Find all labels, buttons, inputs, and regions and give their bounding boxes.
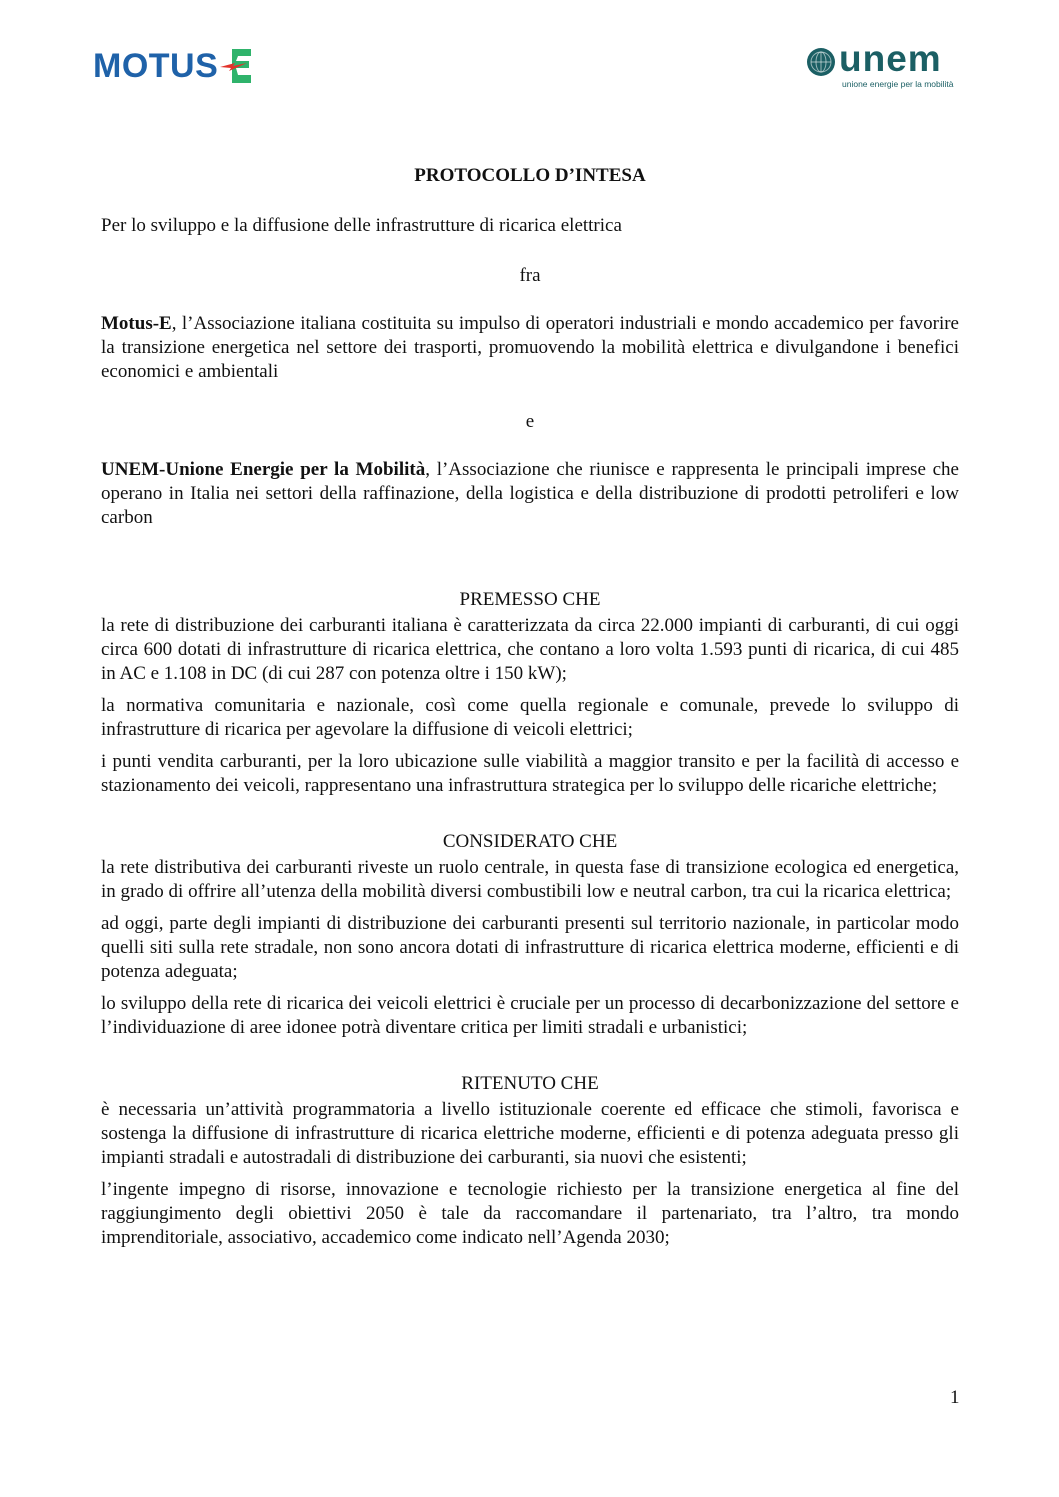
motus-e-logo (93, 44, 254, 88)
clause: la rete distributiva dei carburanti riveste un ruolo centrale, in questa fase di transizione ecologica ed energetica, in grado di offrire all’utenza della mobilità diversi combustibili low e neutral carbon, tra cui la ricarica elettrica; (101, 857, 959, 902)
motus-logo-text: MOTUS (93, 47, 219, 85)
conjunction-e: e (525, 411, 535, 432)
party-motus-e-description: , l’Associazione italiana costituita su impulso di operatori industriali e mondo accademico per favorire la transizione energetica nel settore dei trasporti, promuovendo la mobilità elettrica e divulgandone i benefici economici e ambientali (101, 313, 959, 382)
party-unem (101, 458, 959, 530)
party-unem-description: , l’Associazione che riunisce e rappresenta le principali imprese che operano in Italia nei settori della raffinazione, della logistica e della distribuzione di prodotti petroliferi e low carbon (101, 459, 959, 528)
section-premesso-che (101, 588, 959, 798)
clause: l’ingente impegno di risorse, innovazione e tecnologie richiesto per la transizione energetica al fine del raggiungimento degli obiettivi 2050 è tale da raccomandare il partenariato, tra l’altro, tra mondo imprenditoriale, associativo, accademico come indicato nell’Agenda 2030; (101, 1179, 959, 1248)
unem-tagline: unione energie per la mobilità (842, 79, 954, 89)
page-number: 1 (950, 1387, 960, 1408)
section-heading: PREMESSO CHE (459, 589, 601, 610)
party-unem-name: UNEM-Unione Energie per la Mobilità (101, 459, 426, 480)
clause: ad oggi, parte degli impianti di distribuzione dei carburanti presenti sul territorio nazionale, in particolar modo quelli siti sulla rete stradale, non sono ancora dotati di infrastrutture di ricarica elettrica moderne, efficienti e di potenza adeguata; (101, 913, 959, 982)
document-subtitle: Per lo sviluppo e la diffusione delle infrastrutture di ricarica elettrica (101, 215, 622, 236)
clause: è necessaria un’attività programmatoria a livello istituzionale coerente ed efficace che stimoli, favorisca e sostenga la diffusione di infrastrutture di ricarica elettriche moderne, efficienti e di potenza adeguata presso gli impianti stradali e autostradali di distribuzione dei carburanti, sia nuovi che esistenti; (101, 1099, 959, 1168)
globe-icon (806, 47, 836, 77)
motus-e-mark-icon (220, 47, 254, 85)
conjunction-fra: fra (519, 265, 541, 286)
unem-logo (806, 38, 971, 94)
section-considerato-che (101, 830, 959, 1040)
section-heading: CONSIDERATO CHE (442, 831, 618, 852)
party-motus-e (101, 312, 959, 384)
unem-logo-text: unem (839, 38, 942, 79)
clause: i punti vendita carburanti, per la loro ubicazione sulle viabilità a maggior transito e per la facilità di accesso e stazionamento dei veicoli, rappresentano una infrastruttura strategica per lo sviluppo delle ricariche elettriche; (101, 751, 959, 796)
section-ritenuto-che (101, 1072, 959, 1250)
clause: la rete di distribuzione dei carburanti italiana è caratterizzata da circa 22.000 impianti di carburanti, di cui oggi circa 600 dotati di infrastrutture di ricarica elettrica, che contano a loro volta 1.593 punti di ricarica, di cui 485 in AC e 1.108 in DC (di cui 287 con potenza oltre i 150 kW); (101, 615, 959, 684)
clause: la normativa comunitaria e nazionale, così come quella regionale e comunale, prevede lo sviluppo di infrastrutture di ricarica per agevolare la diffusione di veicoli elettrici; (101, 695, 959, 740)
document-body (101, 164, 959, 1250)
clause: lo sviluppo della rete di ricarica dei veicoli elettrici è cruciale per un processo di decarbonizzazione del settore e l’individuazione di aree idonee potrà diventare critica per limiti stradali e urbanistici; (101, 993, 959, 1038)
party-motus-e-name: Motus-E (101, 313, 172, 334)
section-heading: RITENUTO CHE (461, 1073, 599, 1094)
document-title: PROTOCOLLO D’INTESA (414, 165, 646, 186)
